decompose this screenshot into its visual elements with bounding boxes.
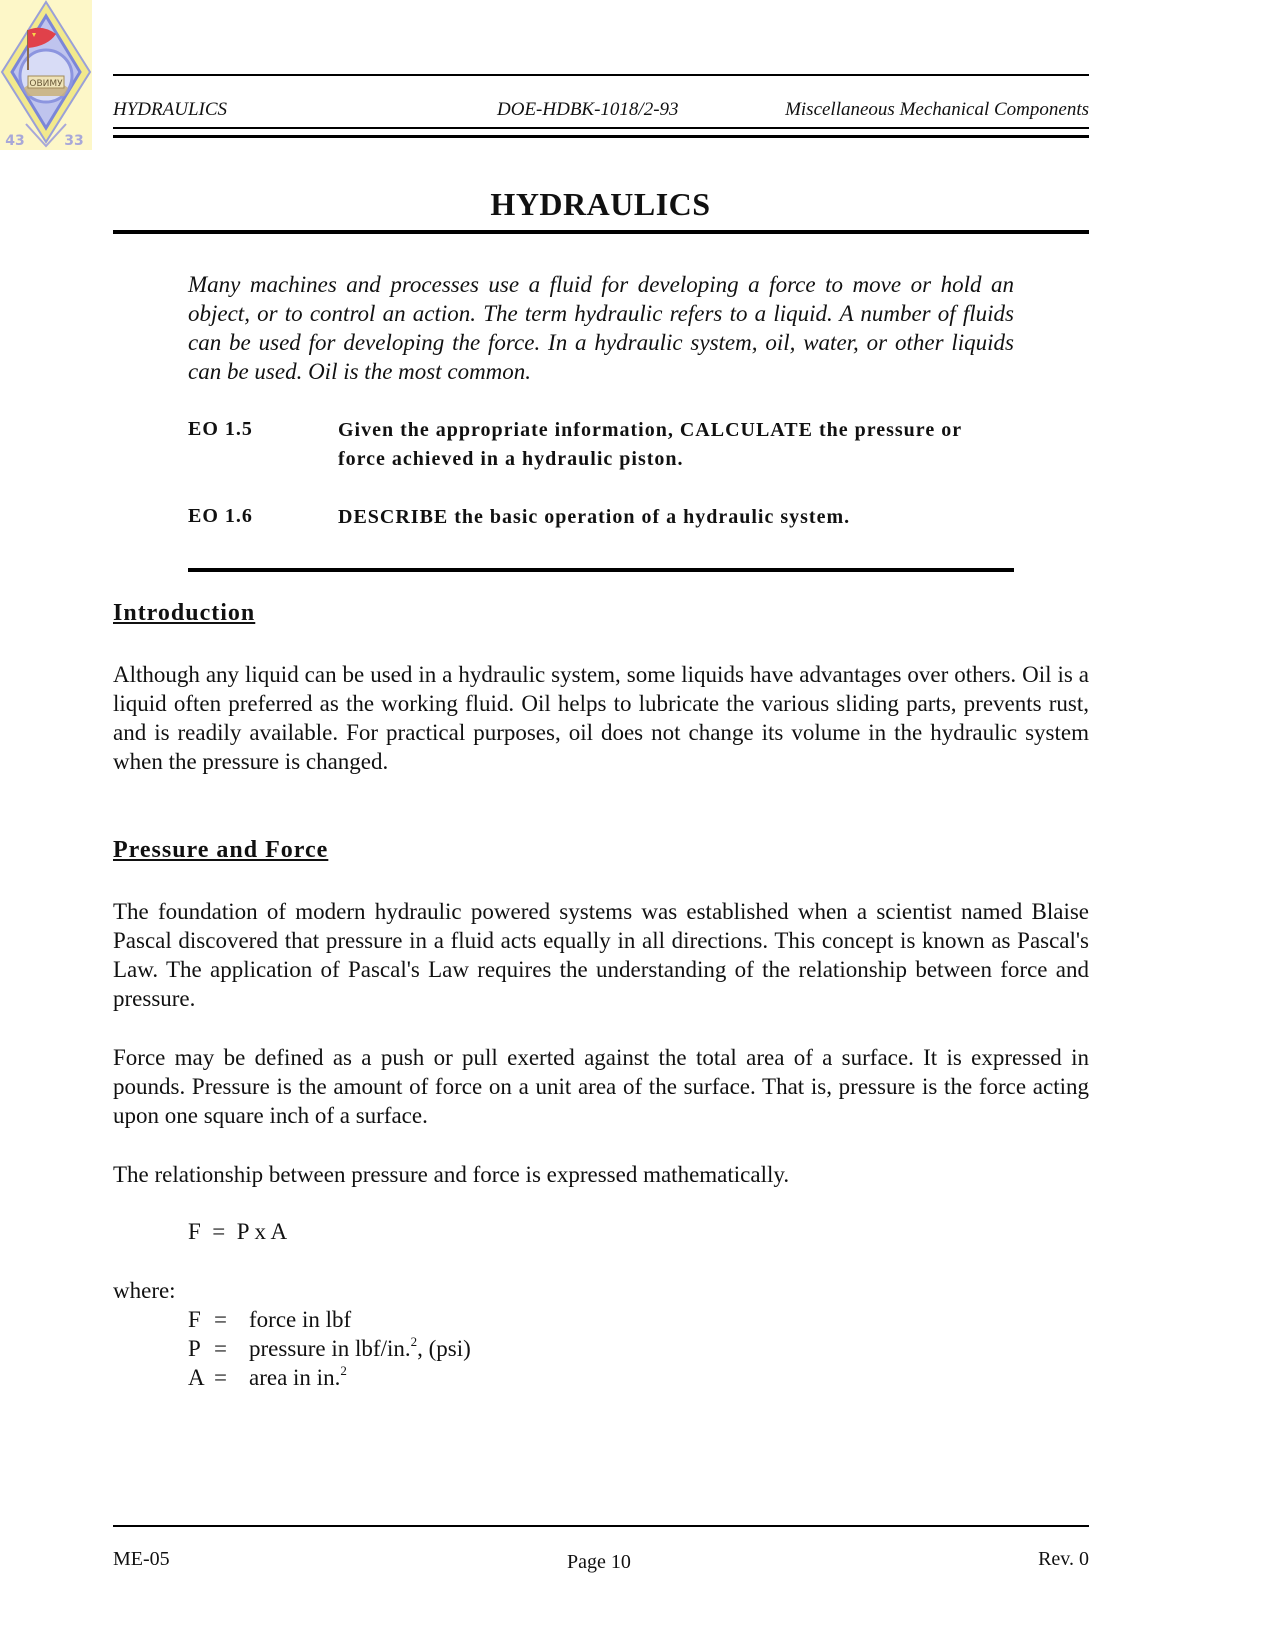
objective-text: Given the appropriate information, CALCULATE the pressure or force achieved in a hydraulic piston. (338, 419, 962, 470)
definition-row (188, 1307, 351, 1333)
definition-row (188, 1365, 347, 1391)
header-rule-2 (113, 135, 1089, 138)
definition-text: area in in. (249, 1365, 341, 1390)
equation-rhs: P x A (236, 1219, 288, 1244)
objectives-rule (188, 568, 1014, 572)
section-heading-pressure-force: Pressure and Force (113, 837, 329, 863)
body-paragraph: The foundation of modern hydraulic powered systems was established when a scientist named Blaise Pascal discovered that pressure in a fluid acts equally in all directions. This concept is known as Pascal's Law. The application of Pascal's Law requires the understanding of the relationship between force and pressure. (113, 899, 1089, 1011)
footer-rule (113, 1525, 1089, 1527)
footer-page-number: Page 10 (567, 1551, 631, 1573)
emblem-text: ОВИМУ (29, 79, 63, 89)
objective-text: DESCRIBE the basic operation of a hydraulic system. (338, 506, 851, 528)
where-label: where: (113, 1278, 176, 1303)
header-top-rule (113, 74, 1089, 76)
definition-superscript: 2 (410, 1334, 418, 1349)
emblem-number-right: 33 (64, 133, 84, 149)
header-left-title: HYDRAULICS (113, 99, 228, 120)
title-rule (113, 230, 1089, 234)
objective-number: EO 1.5 (188, 418, 253, 440)
definition-equals: = (214, 1336, 227, 1361)
definition-row (188, 1336, 471, 1362)
body-paragraph: Force may be defined as a push or pull exerted against the total area of a surface. It is expressed in pounds. Pressure is the amount of force on a unit area of the surface. That is, pressure is the force acting upon one square inch of a surface. (113, 1045, 1089, 1128)
equation-lhs: F (188, 1219, 201, 1244)
emblem-graphic (0, 0, 92, 150)
lead-paragraph: Many machines and processes use a fluid for developing a force to move or hold an object, or to control an action. The term hydraulic refers to a liquid. A number of fluids can be used for developing the force. In a hydraulic system, oil, water, or other liquids can be used. Oil is the most common. (188, 272, 1014, 384)
definition-text: force in lbf (249, 1307, 352, 1332)
page-title: HYDRAULICS (490, 186, 711, 222)
header-chapter-title: Miscellaneous Mechanical Components (785, 99, 1089, 120)
equation (188, 1219, 287, 1245)
definition-symbol: P (188, 1336, 201, 1361)
header-rule-1 (113, 127, 1089, 129)
footer-revision: Rev. 0 (1038, 1548, 1089, 1570)
definition-superscript: 2 (340, 1363, 347, 1378)
definition-equals: = (214, 1307, 227, 1332)
header-doc-id: DOE-HDBK-1018/2-93 (497, 99, 679, 120)
body-paragraph: The relationship between pressure and force is expressed mathematically. (113, 1162, 790, 1187)
section-heading-introduction: Introduction (113, 600, 256, 626)
definition-text: pressure in lbf/in. (249, 1336, 411, 1361)
objective-number: EO 1.6 (188, 505, 253, 527)
definition-suffix: , (psi) (417, 1336, 471, 1361)
footer-module-id: ME-05 (113, 1548, 170, 1570)
badge-emblem (0, 0, 92, 150)
emblem-number-left: 43 (5, 133, 25, 149)
definition-symbol: F (188, 1307, 201, 1332)
definition-symbol: A (188, 1365, 205, 1390)
introduction-paragraph: Although any liquid can be used in a hydraulic system, some liquids have advantages over others. Oil is a liquid often preferred as the working fluid. Oil helps to lubricate the various sliding parts, prevents rust, and is readily available. For practical purposes, oil does not change its volume in the hydraulic system when the pressure is changed. (113, 662, 1089, 774)
equation-equals: = (212, 1219, 226, 1244)
definition-equals: = (214, 1365, 227, 1390)
